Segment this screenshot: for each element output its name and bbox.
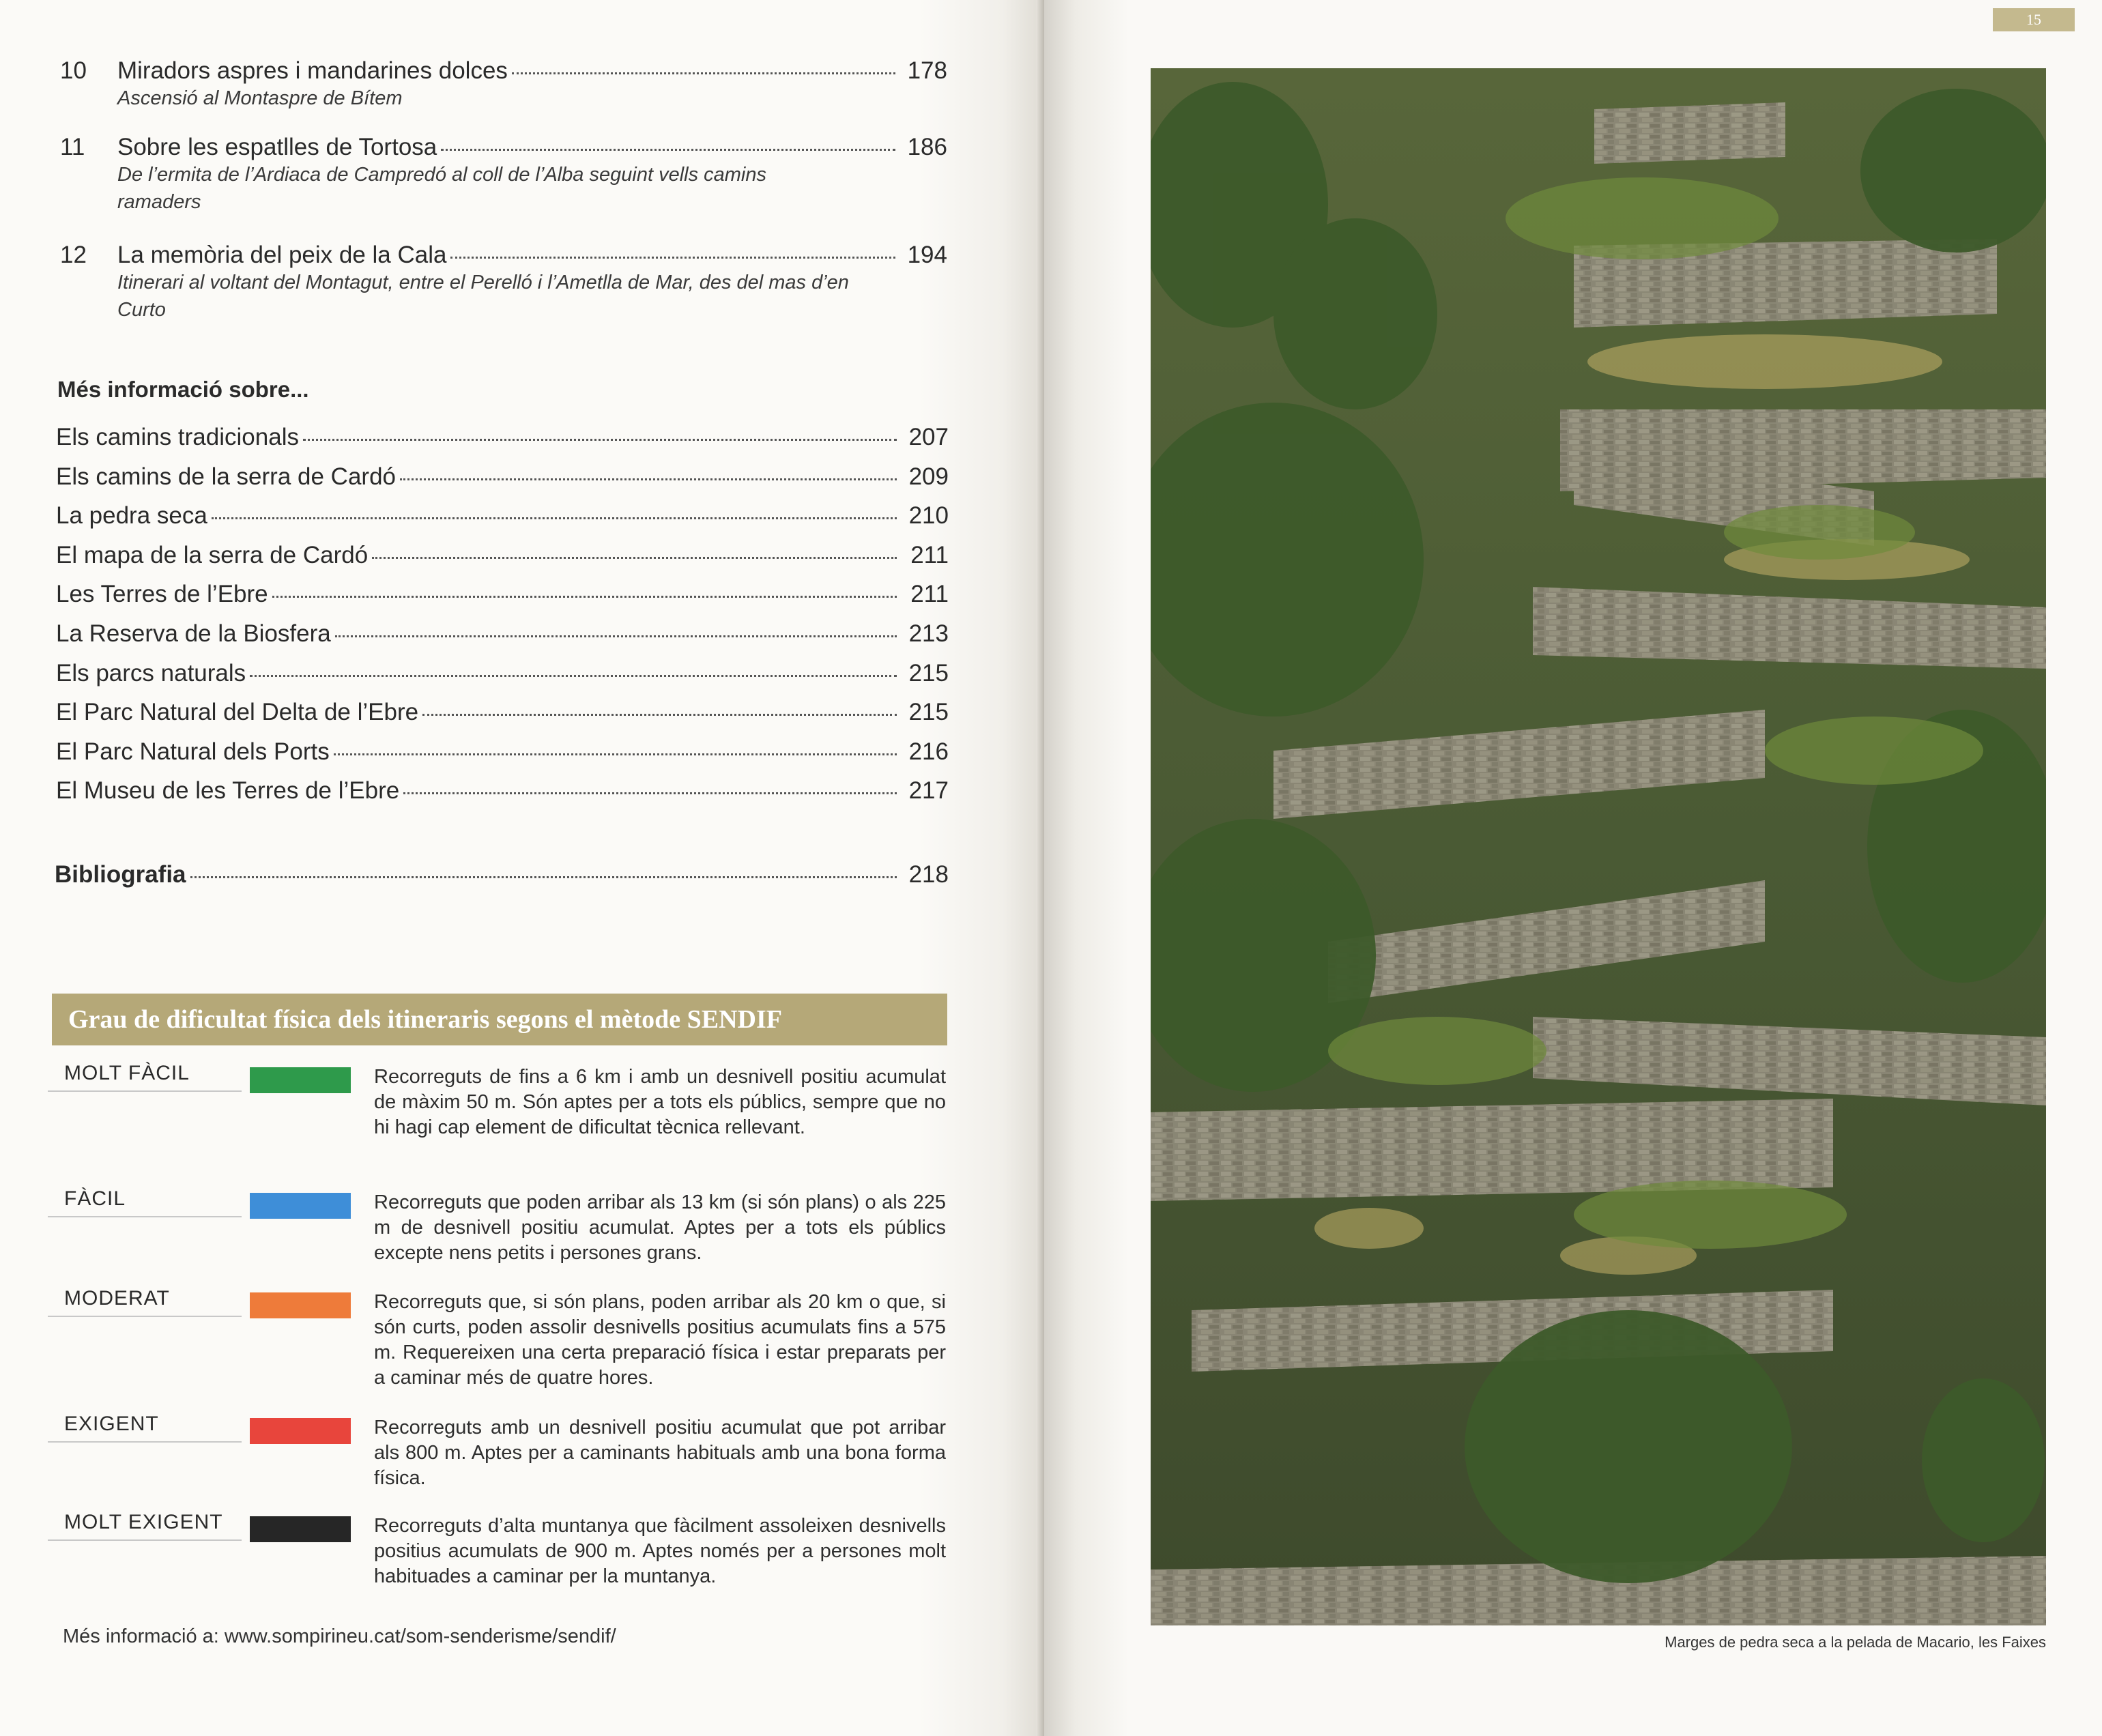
level-description: Recorreguts que, si són plans, poden arribar als 20 km o que, si són curts, poden assolir desnivells positius acumulats fins a 575 m. Requereixen una certa preparació física i estar preparats per a caminar més de quatre hores. — [374, 1291, 946, 1389]
info-row — [56, 771, 949, 811]
level-description: Recorreguts amb un desnivell positiu acumulat que pot arribar als 800 m. Aptes per a caminants habituals amb una bona forma física. — [374, 1417, 946, 1489]
info-row — [56, 457, 949, 497]
left-page — [0, 0, 1044, 1736]
toc-number: 10 — [60, 57, 87, 84]
info-row — [56, 418, 949, 457]
level-name: EXIGENT — [48, 1413, 242, 1443]
info-page-number: 215 — [908, 659, 949, 686]
info-title: Els camins de la serra de Cardó — [56, 463, 396, 490]
dot-leader — [422, 714, 897, 716]
dot-leader — [400, 478, 897, 480]
dot-leader — [335, 635, 897, 637]
info-row — [56, 693, 949, 732]
toc-number: 11 — [60, 134, 85, 160]
level-name: MOLT EXIGENT — [48, 1511, 242, 1541]
info-page-number: 210 — [908, 502, 949, 530]
toc-subtitle: Itinerari al voltant del Montagut, entre el Perelló i l’Ametlla de Mar, des del mas d’en Curto — [117, 272, 849, 321]
dot-leader — [212, 517, 897, 519]
level-color-swatch — [250, 1516, 351, 1542]
page-number-tab — [1993, 8, 2075, 31]
info-title: Els parcs naturals — [56, 659, 246, 686]
toc-entry — [60, 242, 947, 323]
level-name: FÀCIL — [48, 1187, 242, 1217]
more-info-list — [56, 418, 949, 811]
dot-leader — [250, 675, 897, 677]
toc-number: 12 — [60, 242, 87, 268]
info-page-number: 211 — [910, 541, 949, 568]
level-description: Recorreguts de fins a 6 km i amb un desnivell positiu acumulat de màxim 50 m. Són aptes per a tots els públics, sempre que no hi hagi cap element de dificultat tècnica rellevant. — [374, 1066, 946, 1138]
toc-title: Sobre les espatlles de Tortosa — [117, 134, 437, 160]
info-page-number: 215 — [908, 699, 949, 726]
info-page-number: 216 — [908, 738, 949, 765]
toc-entry — [60, 134, 947, 216]
bibliography-title: Bibliografia — [55, 861, 186, 888]
more-info-link: Més informació a: www.sompirineu.cat/som-senderisme/sendif/ — [63, 1625, 616, 1647]
difficulty-heading: Grau de dificultat física dels itineraris segons el mètode SENDIF — [68, 1005, 782, 1034]
dot-leader — [272, 596, 897, 598]
info-title: Les Terres de l’Ebre — [56, 581, 268, 608]
info-page-number: 211 — [910, 581, 949, 608]
toc-title: La memòria del peix de la Cala — [117, 242, 447, 268]
level-color-swatch — [250, 1418, 351, 1444]
toc-page-number: 178 — [907, 57, 947, 84]
level-color-swatch — [250, 1067, 351, 1093]
info-title: El Parc Natural del Delta de l’Ebre — [56, 699, 419, 726]
info-title: Els camins tradicionals — [56, 424, 299, 450]
info-page-number: 213 — [908, 620, 949, 647]
dot-leader — [334, 753, 897, 755]
info-title: El Parc Natural dels Ports — [56, 738, 330, 765]
dot-leader — [303, 439, 897, 441]
level-name: MOLT FÀCIL — [48, 1062, 242, 1092]
toc-page-number: 194 — [907, 242, 947, 268]
info-title: La Reserva de la Biosfera — [56, 620, 331, 647]
level-name: MODERAT — [48, 1287, 242, 1317]
info-row — [56, 614, 949, 654]
info-row — [56, 496, 949, 536]
toc-page-number: 186 — [907, 134, 947, 160]
info-page-number: 217 — [908, 777, 949, 805]
difficulty-heading-band — [52, 994, 947, 1045]
dot-leader — [450, 257, 895, 259]
info-page-number: 209 — [908, 463, 949, 490]
dot-leader — [441, 149, 895, 151]
toc-subtitle: Ascensió al Montaspre de Bítem — [117, 87, 403, 109]
dot-leader — [190, 876, 897, 878]
info-title: El mapa de la serra de Cardó — [56, 541, 369, 568]
info-row — [56, 575, 949, 614]
info-title: La pedra seca — [56, 502, 207, 530]
level-color-swatch — [250, 1292, 351, 1318]
info-row — [56, 732, 949, 772]
level-description: Recorreguts d’alta muntanya que fàcilment assoleixen desnivells positius acumulats de 900 m. Aptes només per a persones molt habituades a caminar per la muntanya. — [374, 1515, 946, 1587]
info-row — [56, 536, 949, 575]
terrace-photo-illustration — [1151, 68, 2046, 1625]
toc-subtitle: De l’ermita de l’Ardiaca de Campredó al coll de l’Alba seguint vells camins ramaders — [117, 164, 766, 213]
dot-leader — [372, 557, 897, 559]
photo-dry-stone-terraces — [1151, 68, 2046, 1625]
bibliography-page-number: 218 — [908, 861, 949, 888]
dot-leader — [512, 72, 895, 74]
toc-title: Miradors aspres i mandarines dolces — [117, 57, 508, 84]
page-number: 15 — [2026, 11, 2041, 28]
bibliography-entry — [55, 861, 949, 888]
level-description: Recorreguts que poden arribar als 13 km (si són plans) o als 225 m de desnivell positiu acumulat. Aptes per a tots els públics excepte nens petits i persones grans. — [374, 1191, 946, 1264]
info-row — [56, 654, 949, 693]
dot-leader — [403, 792, 897, 794]
info-page-number: 207 — [908, 424, 949, 450]
toc-entry — [60, 57, 947, 112]
more-info-heading: Més informació sobre... — [57, 377, 309, 402]
info-title: El Museu de les Terres de l’Ebre — [56, 777, 400, 805]
photo-caption: Marges de pedra seca a la pelada de Macario, les Faixes — [1665, 1634, 2046, 1651]
level-color-swatch — [250, 1193, 351, 1219]
